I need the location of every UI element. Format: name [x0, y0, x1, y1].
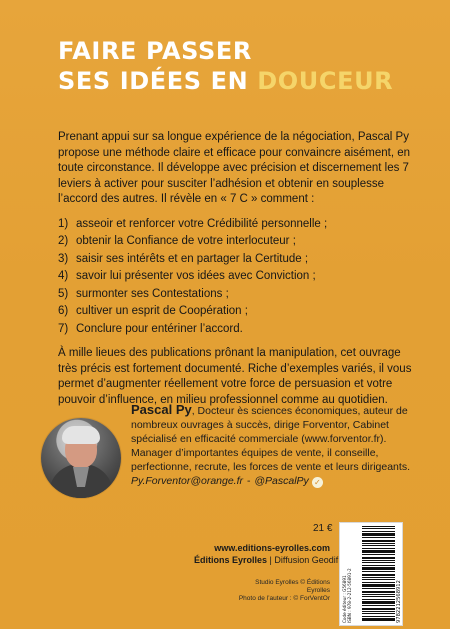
- list-item: [58, 269, 416, 285]
- outro-paragraph: À mille lieues des publications prônant la manipulation, cet ouvrage très précis est fortement documenté. Riche d’exemples variés, il vous permet d’augmenter réellement votre force de persuasion et votre pouvoir d’influence, en milieu professionnel comme au quotidien.: [58, 347, 412, 406]
- barcode-number: 9782212568912: [396, 580, 402, 623]
- studio-credit: Studio Eyrolles © Éditions Eyrolles: [255, 579, 330, 594]
- list-item: [58, 287, 416, 303]
- seven-c-list: [58, 217, 416, 338]
- author-hair-shape: [62, 426, 100, 444]
- author-bio-text: , Docteur ès sciences économiques, auteur de nombreux ouvrages à succès, dirige Forventor, Cabinet spécialisé en efficacité commerciale (www.forventor.fr). Manager d’importantes équipes de vente, il conseille, perfectionne, recrute, les forces de vente et leurs dirigeants.: [131, 405, 410, 473]
- author-bio: [131, 403, 412, 488]
- author-name: Pascal Py: [131, 402, 192, 417]
- twitter-icon: ✓: [312, 477, 323, 488]
- author-twitter: @PascalPy: [254, 475, 309, 487]
- author-email: Py.Forventor@orange.fr: [131, 475, 244, 487]
- list-text: cultiver un esprit de Coopération ;: [76, 305, 248, 317]
- list-text: saisir ses intérêts et en partager la Certitude ;: [76, 252, 309, 265]
- list-item: [58, 234, 416, 250]
- list-number: 4): [58, 270, 69, 282]
- list-number: 3): [58, 252, 69, 265]
- barcode-panel: [339, 522, 403, 626]
- list-number: 5): [58, 287, 69, 300]
- list-number: 7): [58, 322, 69, 335]
- title-line-1: FAIRE PASSER: [58, 37, 252, 65]
- list-item: [58, 252, 416, 268]
- list-text: savoir lui présenter vos idées avec Conviction ;: [76, 270, 316, 282]
- list-item: [58, 322, 416, 338]
- isbn-text: ISBN : 978-2-212-56891-2: [347, 568, 352, 623]
- title-accent: DOUCEUR: [257, 67, 394, 95]
- publisher-line: [194, 554, 339, 566]
- list-text: surmonter ses Contestations ;: [76, 287, 229, 300]
- book-price: 21 €: [313, 523, 333, 534]
- publisher-distribution: | Diffusion Geodif: [269, 555, 339, 565]
- list-text: Conclure pour entériner l’accord.: [76, 322, 243, 335]
- book-title: [58, 36, 418, 96]
- barcode-lines: [362, 526, 395, 621]
- barcode-vertical-text: [342, 527, 356, 623]
- contact-separator: -: [246, 475, 251, 487]
- title-line-2-prefix: SES IDÉES EN: [58, 67, 249, 95]
- editor-code: Code éditeur : G56891: [342, 575, 347, 623]
- cover-credits: [234, 579, 330, 603]
- list-item: [58, 304, 416, 320]
- list-text: asseoir et renforcer votre Crédibilité personnelle ;: [76, 217, 328, 230]
- publisher-website: www.editions-eyrolles.com: [214, 543, 330, 553]
- publisher-info: [194, 542, 339, 566]
- list-item: [58, 217, 416, 233]
- author-photo: [41, 418, 121, 498]
- publisher-name: Éditions Eyrolles: [194, 555, 268, 565]
- list-number: 1): [58, 217, 69, 230]
- title-line-2: [58, 66, 418, 96]
- description-block: [58, 130, 416, 408]
- photo-credit: Photo de l’auteur : © ForVentOr: [238, 595, 330, 602]
- list-text: obtenir la Confiance de votre interlocuteur ;: [76, 235, 296, 247]
- intro-paragraph: Prenant appui sur sa longue expérience de la négociation, Pascal Py propose une méthode claire et efficace pour convaincre aisément, en toute circonstance. Il développe avec précision et discernement les 7 leviers à activer pour susciter l’adhésion et obtenir en souplesse l’accord des autres. Il révèle en « 7 C » comment :: [58, 131, 411, 205]
- list-number: 2): [58, 235, 69, 247]
- list-number: 6): [58, 305, 69, 317]
